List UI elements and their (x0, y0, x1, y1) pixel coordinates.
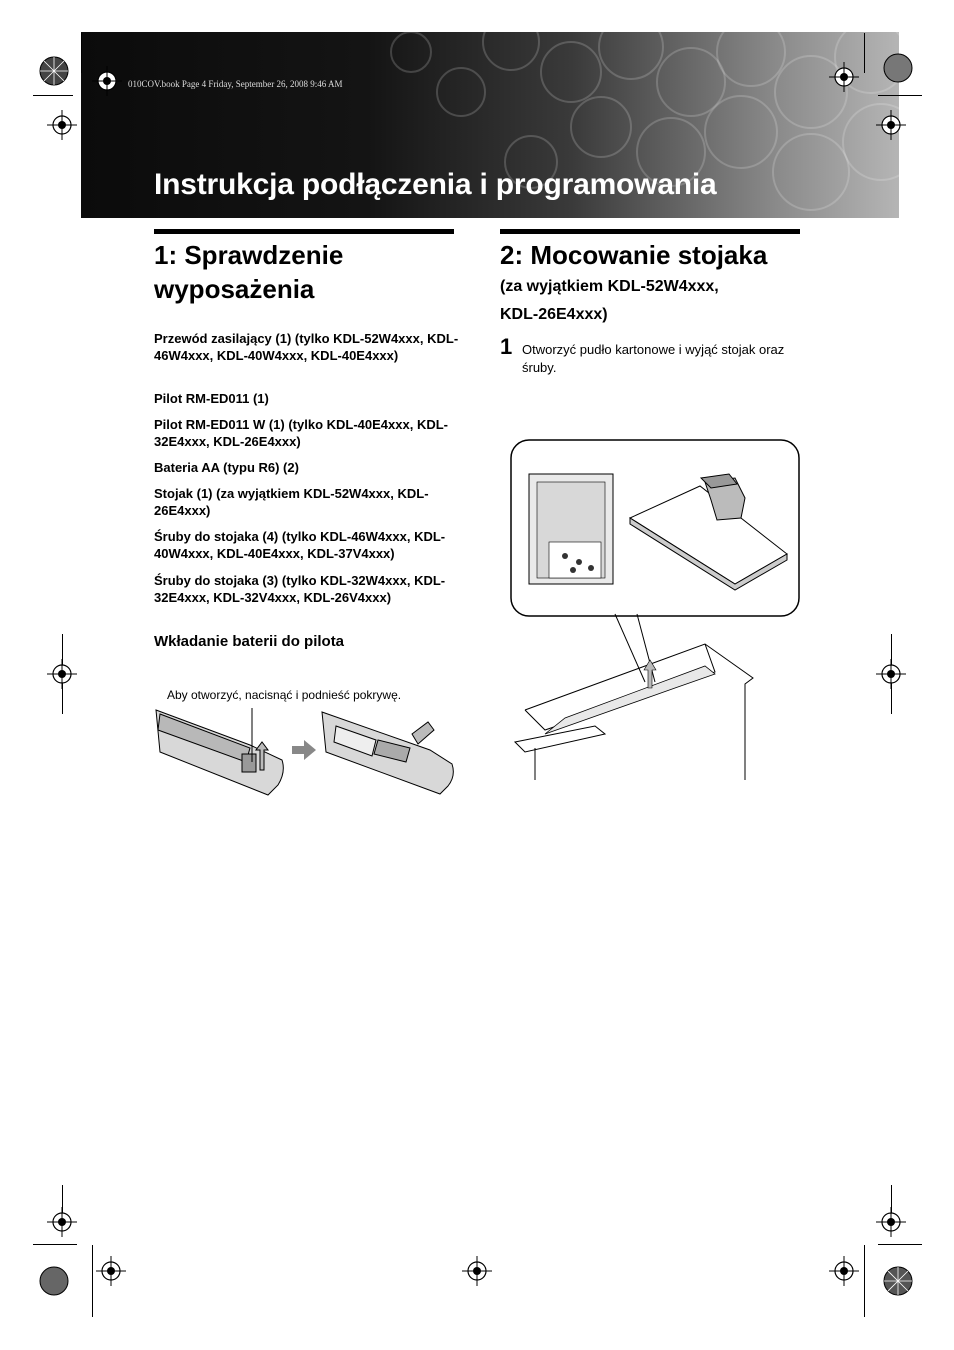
section2-title: 2: Mocowanie stojaka (500, 240, 768, 270)
registration-mark-icon (829, 62, 859, 92)
crop-line (864, 1245, 865, 1317)
registration-mark-icon (462, 1256, 492, 1286)
list-item: Przewód zasilający (1) (tylko KDL-52W4xxx, KDL-46W4xxx, KDL-40W4xxx, KDL-40E4xxx) (154, 331, 459, 363)
remote-battery-illustration (150, 700, 460, 805)
crop-line (864, 33, 865, 73)
registration-mark-icon (47, 110, 77, 140)
section1-title-line2: wyposażenia (154, 274, 315, 304)
crop-line (878, 95, 922, 96)
battery-subheading: Wkładanie baterii do pilota (154, 633, 345, 650)
list-item: Pilot RM-ED011 (1) (154, 391, 269, 406)
battery-caption: Aby otworzyć, nacisnąć i podnieść pokrywę. (167, 688, 402, 702)
file-info: 010COV.book Page 4 Friday, September 26, 2008 9:46 AM (128, 79, 343, 89)
registration-mark-icon (96, 1256, 126, 1286)
list-item: Śruby do stojaka (3) (tylko KDL-32W4xxx, KDL-32E4xxx, KDL-32V4xxx, KDL-26V4xxx) (154, 573, 446, 605)
section2-subtitle-line1: (za wyjątkiem KDL-52W4xxx, (500, 278, 719, 295)
step-text: Otworzyć pudło kartonowe i wyjąć stojak oraz śruby. (522, 342, 785, 375)
registration-mark-icon (47, 659, 77, 689)
print-target-icon (882, 1265, 914, 1297)
list-item: Bateria AA (typu R6) (2) (154, 460, 299, 475)
crop-line (92, 1245, 93, 1317)
print-target-icon (38, 1265, 70, 1297)
print-target-icon (882, 52, 914, 84)
step-number: 1 (500, 334, 513, 359)
crop-line (878, 1244, 922, 1245)
section1-title-line1: 1: Sprawdzenie (154, 240, 344, 270)
crop-line (81, 33, 82, 73)
print-target-icon (38, 55, 70, 87)
registration-mark-icon (876, 1207, 906, 1237)
list-item: Pilot RM-ED011 W (1) (tylko KDL-40E4xxx, KDL-32E4xxx, KDL-26E4xxx) (154, 417, 448, 449)
section2-rule (500, 229, 800, 234)
header-banner (81, 32, 899, 218)
section1-title (154, 238, 454, 306)
registration-mark-icon (876, 110, 906, 140)
registration-mark-icon (92, 66, 122, 96)
registration-mark-icon (829, 1256, 859, 1286)
section2-subtitle-line2: KDL-26E4xxx) (500, 306, 608, 323)
page-title: Instrukcja podłączenia i programowania (154, 168, 717, 201)
registration-mark-icon (876, 659, 906, 689)
list-item: Śruby do stojaka (4) (tylko KDL-46W4xxx, KDL-40W4xxx, KDL-40E4xxx, KDL-37V4xxx) (154, 529, 446, 561)
crop-line (33, 95, 73, 96)
crop-line (33, 1244, 77, 1245)
stand-box-illustration (505, 438, 805, 786)
list-item: Stojak (1) (za wyjątkiem KDL-52W4xxx, KDL-26E4xxx) (154, 486, 429, 518)
section1-rule (154, 229, 454, 234)
registration-mark-icon (47, 1207, 77, 1237)
section2-subtitle (500, 273, 719, 329)
